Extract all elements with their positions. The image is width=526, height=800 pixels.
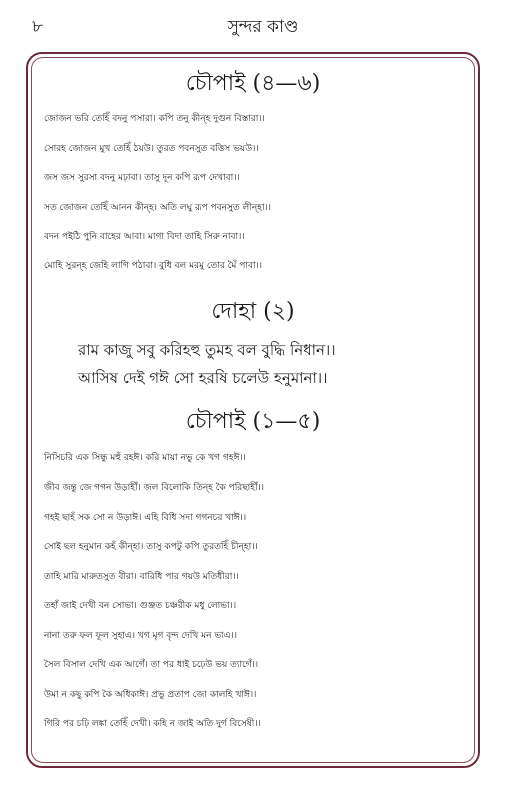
verse-line: সৈল বিসাল দেখি এক আগেঁ। তা পর ধাই চঢ়েউ ভয় ত্যাগেঁ।। [44,660,259,670]
verse-line: জস জস সুরসা বদনু মঢ়াবা। তাসু দূন কপি রূপ দেখাবা।। [44,173,240,183]
page-number: ৮ [32,17,44,37]
verse-line: সোই ছল হনুমান কহঁ কীন্হা। তাসু কপটু কপি তুরতহিঁ চীন্হা।। [44,542,258,552]
verse-line: জোজন ভরি তেহিঁ বদনু পসারা। কপি তনু কীন্হ দুগুন বিস্তারা।। [44,114,265,124]
verse-line: নিসিচরি এক সিন্ধু মহুঁ রহঈ। করি মায়া নভু কে খগ গহঈ।। [44,453,246,463]
verse-line: সত জোজন তেহিঁ আনন কীন্হ। অতি লঘু রূপ পবনসুত লীন্হা।। [44,203,271,213]
doha-line: আসিষ দেই গঈ সো হরষি চলেউ হনুমানা।। [78,369,328,387]
verse-line: গহই ছাহঁ সক সো ন উড়াঈ। এহি বিধি সদা গগনচর খাঈ।। [44,513,247,523]
verse-line: সোরহ জোজন মুখ তেহিঁ ঠয়উ। তুরত পবনসুত বত্তিস ভয়উ।। [44,144,259,154]
doha-line: রাম কাজু সবু করিহহু তুমহ বল বুদ্ধি নিধান।। [78,341,336,359]
page-header [0,14,526,42]
verse-line: গিরি পর চঢ়ি লঙ্কা তেহিঁ দেখী। কহি ন জাই অতি দুর্গ বিসেষী।। [44,719,261,729]
verse-line: বদন পইঠি পুনি বাহের আবা। মাগা বিদা তাহি সিরু নাবা।। [44,232,245,242]
verse-line: তাহি মারি মারুতসুত বীরা। বারিধি পার গয়উ মতিধীরা।। [44,572,239,582]
section-heading-chaupai-2: চৌপাই (১—৫) [185,409,321,434]
running-title: সুন্দর কাণ্ড [227,17,299,37]
verse-line: মোহি সুরন্হ জেহি লাগি পঠাবা। বুধি বল মরমু তোর মৈঁ পাবা।। [44,261,262,271]
verse-line: নানা তরু ফল ফূল সুহাএ। খগ মৃগ বৃন্দ দেখি মন ভাএ।। [44,631,237,641]
verse-line: জীব জন্তু জে গগন উড়াহীঁ। জল বিলোকি তিন্হ কৈ পরিছাহীঁ।। [44,483,265,493]
verse-line: তহাঁ জাই দেখী বন সোভা। গুঞ্জত চঞ্চরীক মধু লোভা।। [44,601,237,611]
section-heading-chaupai-1: চৌপাই (৪—৬) [185,71,321,96]
verse-line: উমা ন কছু কপি কৈ অধিকাঈ। প্রভু প্রতাপ জো কালহি খাঈ।। [44,690,257,700]
section-heading-doha: দোহা (২) [211,299,295,324]
